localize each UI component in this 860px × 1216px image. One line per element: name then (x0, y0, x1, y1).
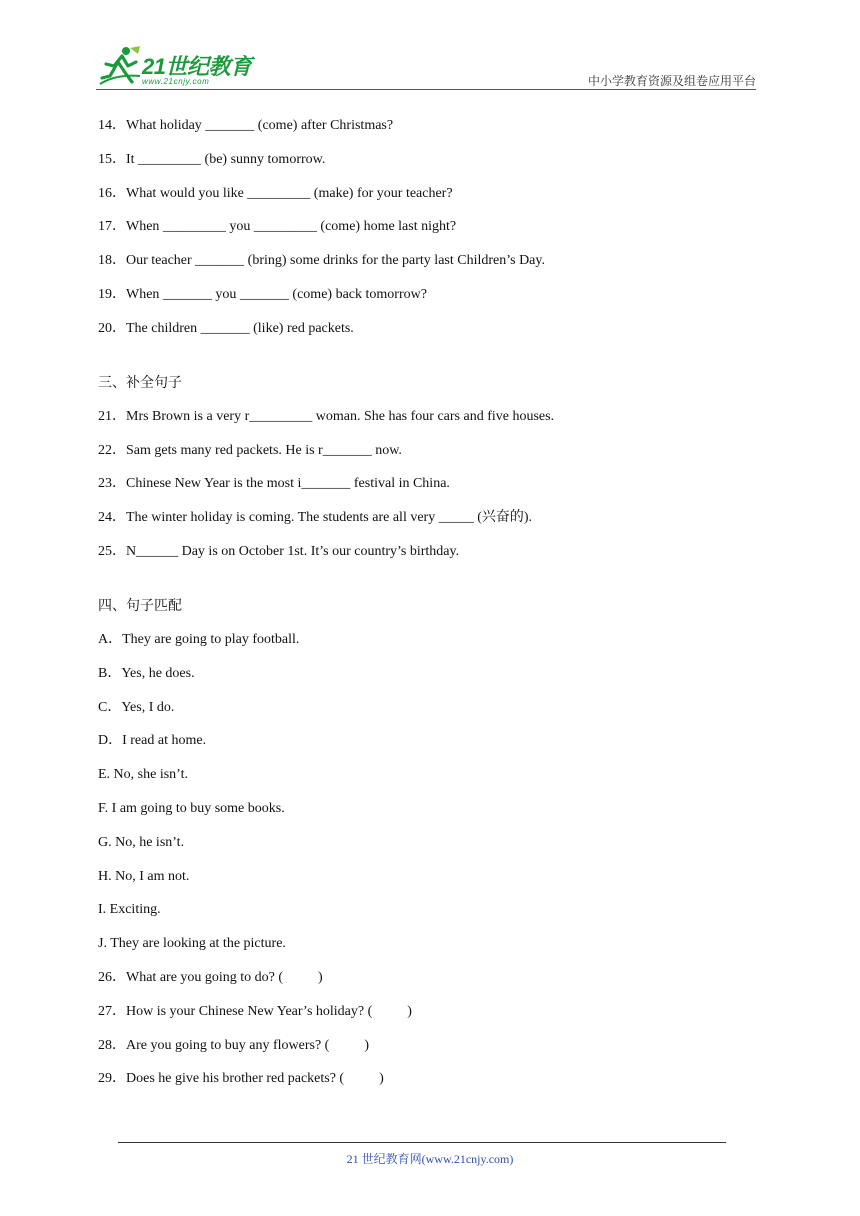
footer-link[interactable]: 21 世纪教育网(www.21cnjy.com) (346, 1152, 514, 1166)
question-26: 26．What are you going to do? ( ) (98, 969, 323, 985)
matching-questions (98, 968, 738, 1089)
question-22: 22．Sam gets many red packets. He is r_______ now. (98, 442, 402, 458)
question-29: 29．Does he give his brother red packets? ( ) (98, 1071, 384, 1087)
question-18: 18．Our teacher _______ (bring) some drinks for the party last Children’s Day. (98, 253, 545, 269)
option-e: E. No, she isn’t. (98, 767, 188, 783)
option-g: G. No, he isn’t. (98, 834, 185, 850)
question-21: 21．Mrs Brown is a very r_________ woman. She has four cars and five houses. (98, 408, 555, 424)
header-divider (96, 89, 756, 90)
runner-logo-icon (96, 44, 142, 90)
option-h: H. No, I am not. (98, 868, 190, 884)
section-heading-complete-sentences: 三、补全句子 (98, 374, 182, 391)
footer-divider (118, 1142, 726, 1143)
matching-options (98, 630, 738, 954)
question-28: 28．Are you going to buy any flowers? ( ) (98, 1037, 370, 1053)
logo-text: 21世纪教育 (142, 54, 252, 79)
question-23: 23．Chinese New Year is the most i_______ festival in China. (98, 476, 450, 492)
question-25: 25．N______ Day is on October 1st. It’s our country’s birthday. (98, 543, 460, 559)
page-header (96, 44, 756, 90)
header-platform-text: 中小学教育资源及组卷应用平台 (587, 74, 756, 88)
option-f: F. I am going to buy some books. (98, 800, 285, 816)
question-16: 16．What would you like _________ (make) for your teacher? (98, 185, 453, 201)
logo-url: www.21cnjy.com (142, 77, 210, 86)
complete-sentence-questions (98, 407, 738, 562)
question-20: 20．The children _______ (like) red packets. (98, 320, 354, 336)
option-c: C．Yes, I do. (98, 699, 175, 715)
option-d: D．I read at home. (98, 733, 207, 749)
question-19: 19．When _______ you _______ (come) back tomorrow? (98, 286, 427, 302)
option-j: J. They are looking at the picture. (98, 936, 286, 952)
question-15: 15．It _________ (be) sunny tomorrow. (98, 151, 326, 167)
option-a: A．They are going to play football. (98, 631, 300, 647)
logo (96, 44, 266, 90)
question-24: 24．The winter holiday is coming. The students are all very _____ (兴奋的). (98, 510, 533, 526)
question-17: 17．When _________ you _________ (come) home last night? (98, 219, 457, 235)
question-14: 14．What holiday _______ (come) after Christmas? (98, 118, 394, 133)
section-heading-sentence-matching: 四、句子匹配 (98, 597, 182, 614)
option-b: B．Yes, he does. (98, 665, 195, 681)
worksheet-content (98, 116, 738, 1103)
verb-form-questions (98, 116, 738, 339)
question-27: 27．How is your Chinese New Year’s holiday? ( ) (98, 1003, 412, 1019)
option-i: I. Exciting. (98, 902, 161, 918)
